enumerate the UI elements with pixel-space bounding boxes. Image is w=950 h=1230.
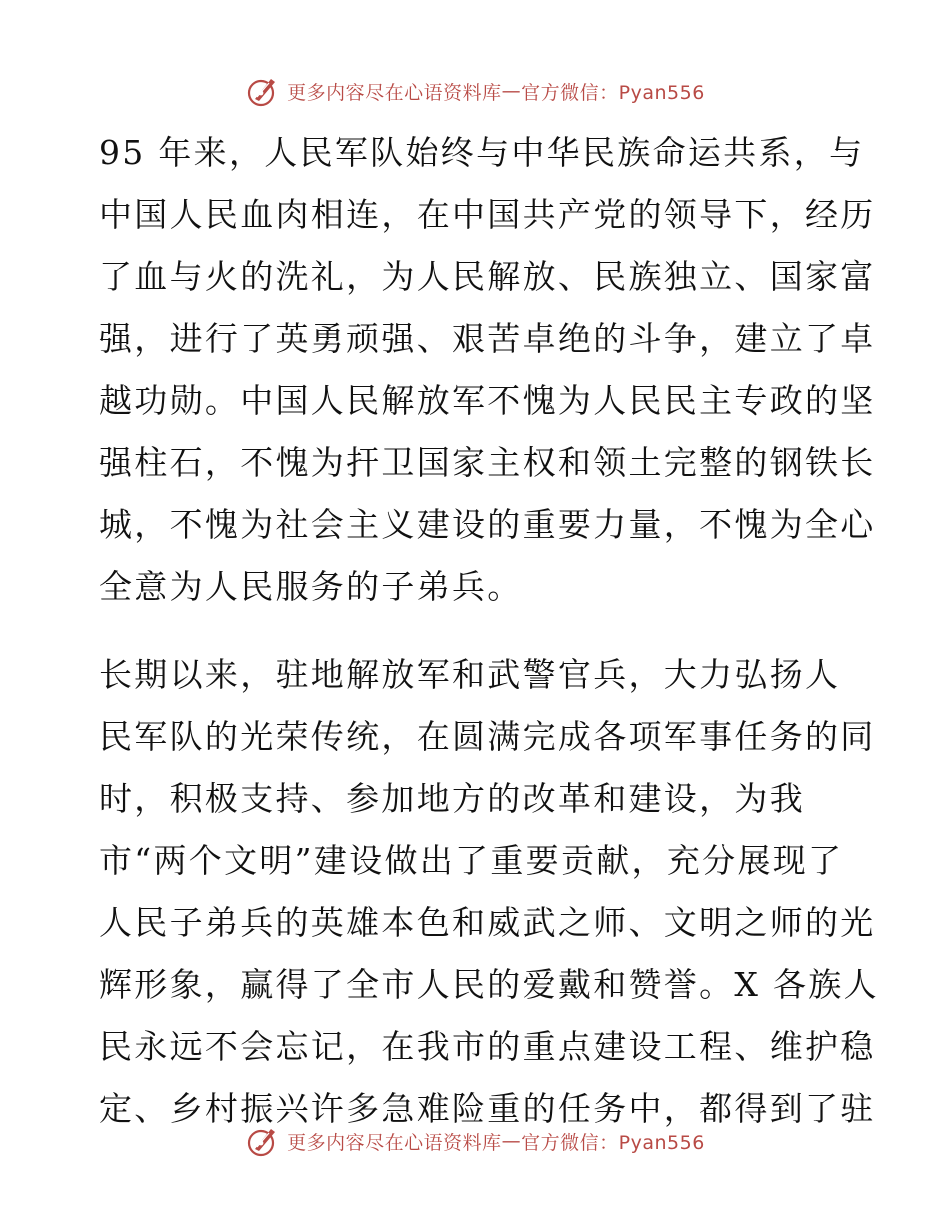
text-line: 长期以来，驻地解放军和武警官兵，大力弘扬人 [99, 655, 841, 694]
paragraph-spacer [99, 618, 851, 644]
body-text [99, 122, 879, 1140]
watermark-main-text: 更多内容尽在心语资料库 [287, 1131, 502, 1154]
text-line: 定、乡村振兴许多急难险重的任务中，都得到了驻 [99, 1089, 876, 1128]
text-line: 强柱石，不愧为扞卫国家主权和领土完整的钢铁长 [99, 443, 876, 482]
watermark-separator: — [501, 1130, 522, 1152]
text-line: 95 年来，人民军队始终与中华民族命运共系，与 [99, 133, 865, 172]
text-line: 时，积极支持、参加地方的改革和建设，为我 [99, 779, 805, 818]
paragraph-2 [99, 644, 879, 1140]
watermark-contact-text: 官方微信：Pyan556 [521, 1131, 705, 1154]
text-line: 强，进行了英勇顽强、艰苦卓绝的斗争，建立了卓 [99, 319, 876, 358]
text-line: 民军队的光荣传统，在圆满完成各项军事任务的同 [99, 717, 876, 756]
quill-logo-icon [245, 1123, 281, 1159]
header-watermark [0, 71, 950, 111]
watermark-contact-text: 官方微信：Pyan556 [521, 81, 705, 104]
footer-watermark [0, 1121, 950, 1161]
quill-logo-icon [245, 73, 281, 109]
text-line: 越功勋。中国人民解放军不愧为人民民主专政的坚 [99, 381, 876, 420]
text-line: 了血与火的洗礼，为人民解放、民族独立、国家富 [99, 257, 876, 296]
text-line: 市“两个文明”建设做出了重要贡献，充分展现了 [99, 841, 844, 880]
text-line: 民永远不会忘记，在我市的重点建设工程、维护稳 [99, 1027, 876, 1066]
text-line: 人民子弟兵的英雄本色和威武之师、文明之师的光 [99, 903, 876, 942]
text-line: 全意为人民服务的子弟兵。 [99, 567, 523, 606]
paragraph-1 [99, 122, 876, 618]
watermark-separator: — [501, 80, 522, 102]
text-line: 中国人民血肉相连，在中国共产党的领导下，经历 [99, 195, 876, 234]
watermark-main-text: 更多内容尽在心语资料库 [287, 81, 502, 104]
text-line: 辉形象，赢得了全市人民的爱戴和赞誉。X 各族人 [99, 965, 879, 1004]
text-line: 城，不愧为社会主义建设的重要力量，不愧为全心 [99, 505, 876, 544]
